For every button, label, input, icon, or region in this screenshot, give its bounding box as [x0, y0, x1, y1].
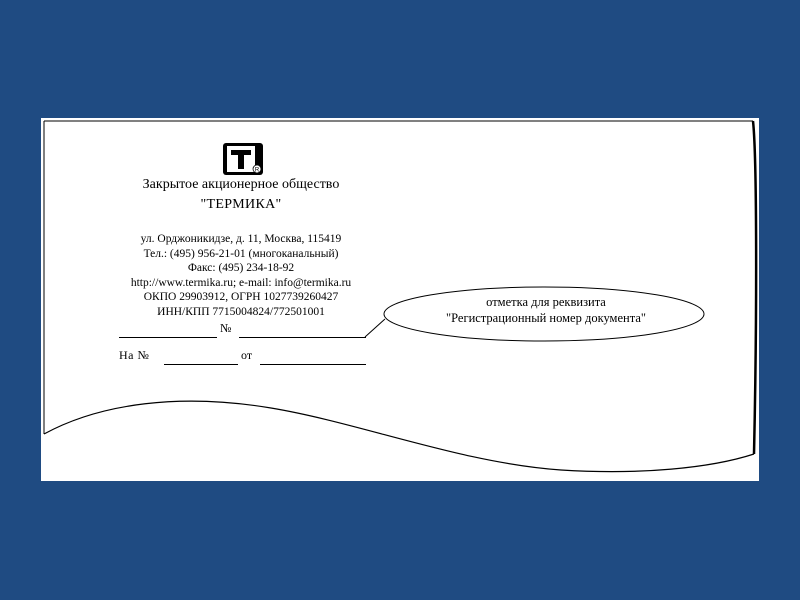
reference-row	[119, 348, 369, 366]
registration-number-row	[119, 321, 369, 339]
reference-from-label: от	[241, 348, 253, 362]
wavy-bottom-cover	[41, 401, 759, 481]
company-name: "ТЕРМИКА"	[200, 197, 282, 212]
reg-number-blank-line	[239, 337, 366, 338]
company-t-logo-icon	[222, 142, 264, 176]
company-type: Закрытое акционерное общество	[142, 177, 340, 192]
fax-line: Факс: (495) 234-18-92	[187, 262, 295, 274]
document-sheet	[41, 118, 759, 481]
address-line: ул. Орджоникидзе, д. 11, Москва, 115419	[140, 233, 342, 245]
reference-number-label: На №	[119, 348, 150, 362]
okpo-ogrn-line: ОКПО 29903912, ОГРН 1027739260427	[143, 291, 339, 303]
number-sign-label: №	[220, 321, 232, 335]
date-blank-line	[119, 337, 217, 338]
company-requisites	[111, 232, 371, 319]
sheet-right-edge	[753, 121, 756, 454]
callout-text	[386, 294, 706, 326]
phone-line: Тел.: (495) 956-21-01 (многоканальный)	[143, 247, 339, 260]
svg-text:R: R	[254, 167, 260, 174]
callout-line-1: отметка для реквизита	[486, 295, 606, 309]
inn-kpp-line: ИНН/КПП 7715004824/772501001	[157, 305, 325, 318]
reference-number-blank-line	[164, 364, 238, 365]
callout-line-2: "Регистрационный номер документа"	[446, 311, 646, 325]
reference-date-blank-line	[260, 364, 366, 365]
web-email-line: http://www.termika.ru; e-mail: info@termika.ru	[130, 276, 352, 289]
